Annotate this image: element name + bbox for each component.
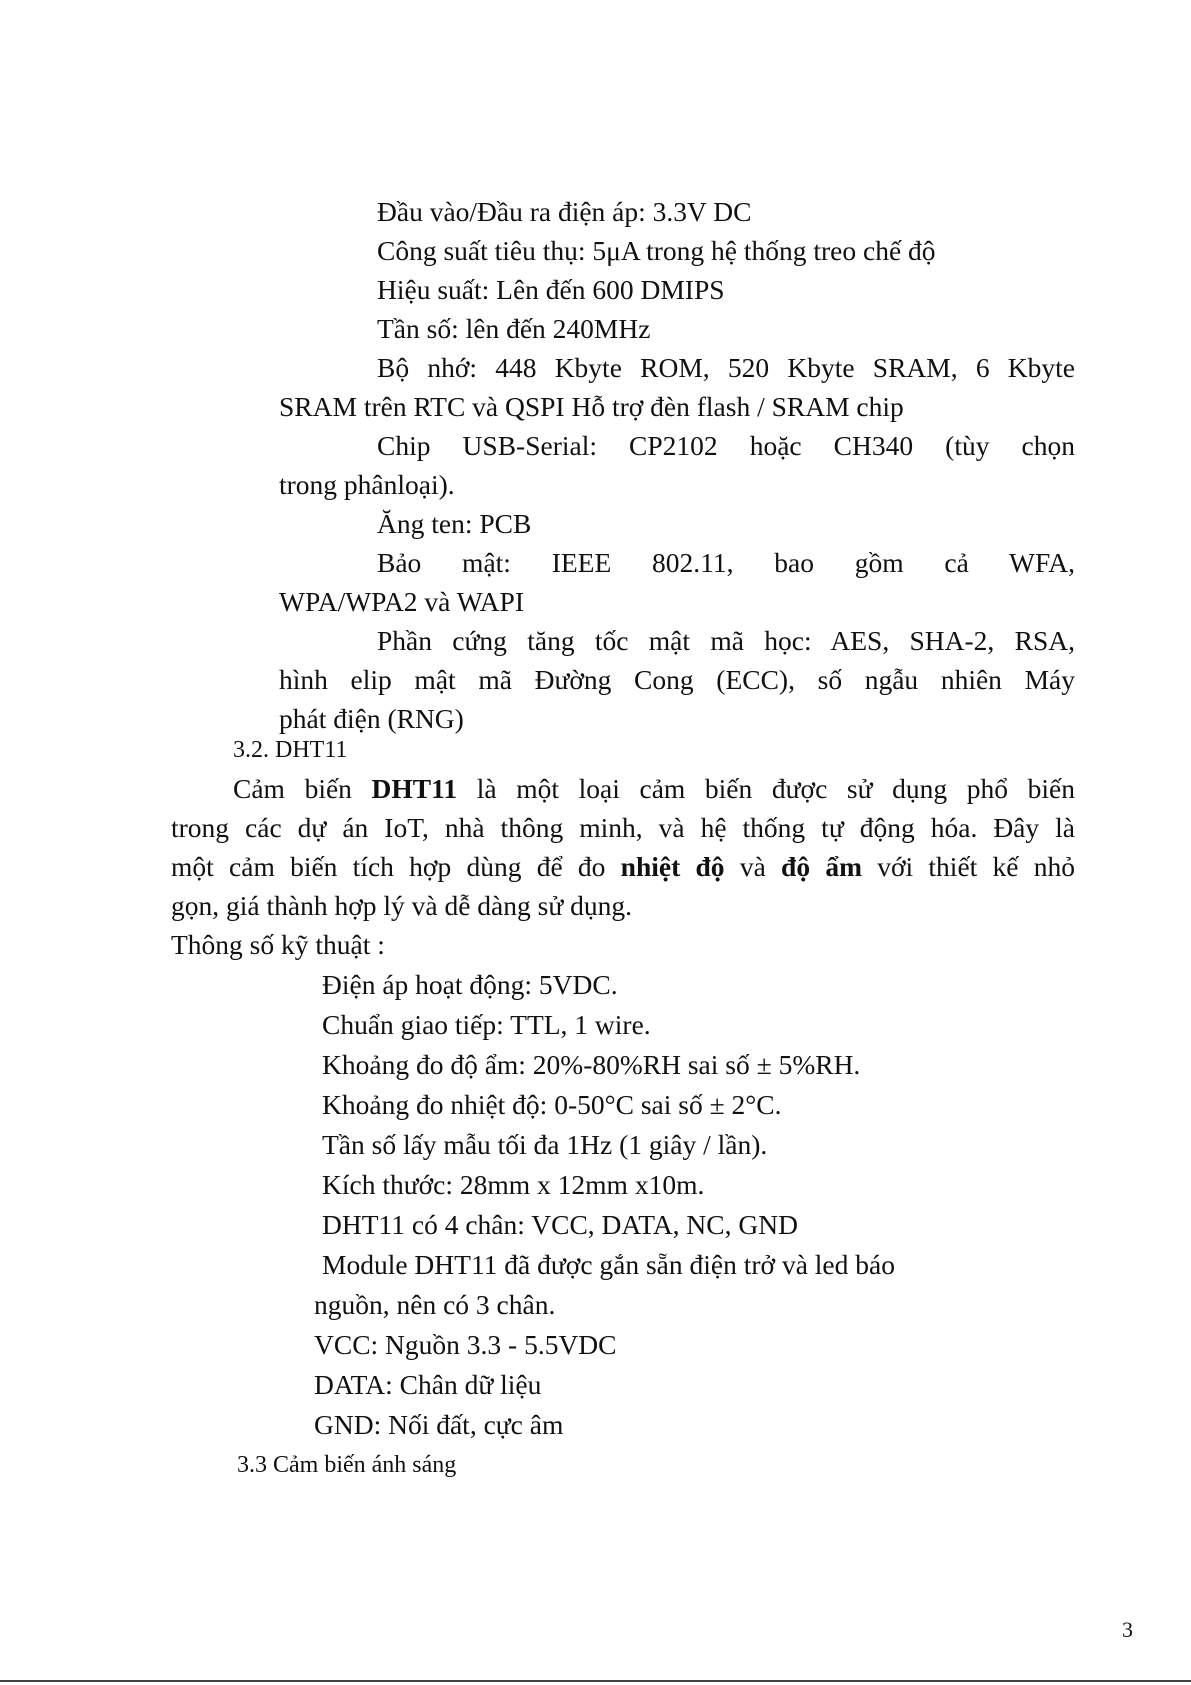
dht-spec-item: Chuẩn giao tiếp: TTL, 1 wire. <box>322 1009 651 1040</box>
intro-line-4: gọn, giá thành hợp lý và dễ dàng sử dụng. <box>171 890 632 921</box>
dht-spec-item: Tần số lấy mẫu tối đa 1Hz (1 giây / lần). <box>322 1129 768 1160</box>
intro-line-1: Cảm biến DHT11 là một loại cảm biến được sử dụng phổ biến <box>233 773 1075 804</box>
spec-line: WPA/WPA2 và WAPI <box>279 586 524 617</box>
specs-heading: Thông số kỹ thuật : <box>171 929 385 960</box>
spec-line: trong phânloại). <box>279 469 455 500</box>
dht-spec-item: Module DHT11 đã được gắn sẵn điện trở và led báo <box>322 1249 895 1280</box>
dht-spec-item: GND: Nối đất, cực âm <box>314 1409 564 1440</box>
spec-line: hình elip mật mã Đường Cong (ECC), số ngẫu nhiên Máy <box>279 664 1075 695</box>
dht-spec-item: Khoảng đo nhiệt độ: 0-50°C sai số ± 2°C. <box>322 1089 782 1120</box>
dht-spec-item: DATA: Chân dữ liệu <box>314 1369 542 1400</box>
spec-line: Phần cứng tăng tốc mật mã học: AES, SHA-2, RSA, <box>377 625 1075 656</box>
dht-spec-item: Kích thước: 28mm x 12mm x10m. <box>322 1169 705 1200</box>
dht-spec-item: nguồn, nên có 3 chân. <box>314 1289 556 1320</box>
spec-line: phát điện (RNG) <box>279 703 464 734</box>
spec-line: Bảo mật: IEEE 802.11, bao gồm cả WFA, <box>377 547 1075 578</box>
dht-spec-item: Khoảng đo độ ẩm: 20%-80%RH sai số ± 5%RH. <box>322 1049 861 1080</box>
spec-line: Đầu vào/Đầu ra điện áp: 3.3V DC <box>377 196 752 227</box>
spec-line: Bộ nhớ: 448 Kbyte ROM, 520 Kbyte SRAM, 6 Kbyte <box>377 352 1075 383</box>
footer-rule <box>0 1680 1191 1682</box>
dht-spec-item: VCC: Nguồn 3.3 - 5.5VDC <box>314 1329 617 1360</box>
intro-line-2: trong các dự án IoT, nhà thông minh, và hệ thống tự động hóa. Đây là <box>171 812 1075 843</box>
spec-line: Công suất tiêu thụ: 5μA trong hệ thống treo chế độ <box>377 235 936 266</box>
intro-line-3: một cảm biến tích hợp dùng để đo nhiệt độ và độ ẩm với thiết kế nhỏ <box>171 851 1075 882</box>
spec-line: Ăng ten: PCB <box>377 508 532 539</box>
page-number: 3 <box>1122 1617 1133 1642</box>
spec-line: SRAM trên RTC và QSPI Hỗ trợ đèn flash / SRAM chip <box>279 391 904 422</box>
dht-spec-item: Điện áp hoạt động: 5VDC. <box>322 969 618 1000</box>
spec-line: Tần số: lên đến 240MHz <box>377 313 651 344</box>
section-heading-light-sensor: 3.3 Cảm biến ánh sáng <box>237 1452 457 1478</box>
spec-line: Hiệu suất: Lên đến 600 DMIPS <box>377 274 725 305</box>
dht-spec-item: DHT11 có 4 chân: VCC, DATA, NC, GND <box>322 1209 798 1240</box>
section-heading-dht11: 3.2. DHT11 <box>233 737 348 763</box>
spec-line: Chip USB-Serial: CP2102 hoặc CH340 (tùy chọn <box>377 430 1075 461</box>
